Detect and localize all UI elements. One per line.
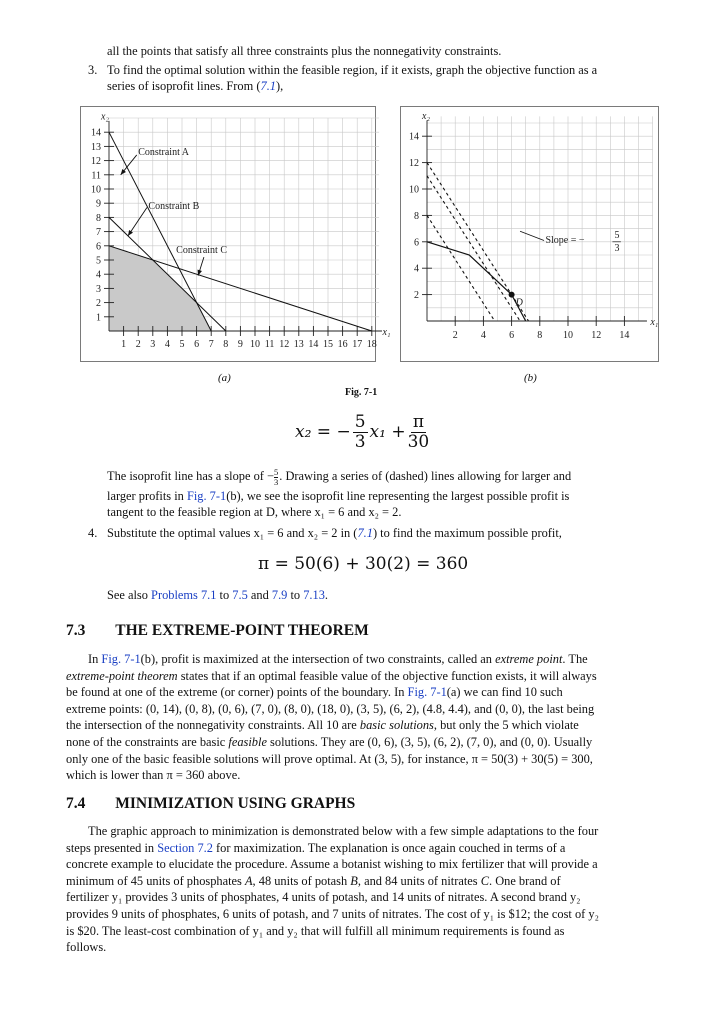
y-tick-label: 14 — [409, 131, 419, 143]
constraint-label: Constraint A — [138, 146, 190, 158]
y-tick-label: 4 — [96, 269, 101, 281]
chart-b — [401, 107, 658, 361]
text-line — [66, 651, 661, 668]
y-tick-label: 2 — [414, 290, 419, 302]
slope-fraction — [274, 468, 278, 486]
figure-panel-b — [400, 106, 659, 362]
fig-link[interactable]: Fig. 7-1 — [186, 489, 227, 503]
text-line — [66, 873, 661, 890]
see-also-text: See also — [107, 588, 152, 602]
step3-text-end: ), — [276, 79, 284, 93]
text-line — [66, 684, 661, 701]
text-run: extreme points: (0, 14), (0, 8), (0, 6), (7, 0), (8, 0), (18, 0), (3, 5), (6, 2), (4.8, 4.4), and (0, 0), the last being — [66, 701, 595, 716]
text-line — [66, 840, 661, 857]
x-tick-label: 8 — [537, 330, 543, 341]
text-line — [66, 889, 661, 906]
section-title: MINIMIZATION USING GRAPHS — [115, 795, 356, 812]
y-tick-label: 12 — [409, 158, 419, 170]
y-tick-label: 10 — [409, 184, 419, 196]
isoprofit-line1 — [107, 468, 571, 486]
problem-link[interactable]: 7.13 — [303, 588, 325, 602]
equation-isoprofit — [295, 410, 431, 454]
step4-line — [107, 525, 562, 542]
step3-line1: To find the optimal solution within the feasible region, if it exists, graph the objective function as a — [107, 63, 598, 77]
text-line — [66, 717, 661, 734]
step3-number: 3. — [88, 63, 98, 77]
y-tick-label: 5 — [96, 255, 101, 267]
y-tick-label: 13 — [91, 141, 101, 153]
x-tick-label: 16 — [337, 339, 348, 350]
text-run: (b), profit is maximized at the intersection of two constraints, called an — [140, 652, 496, 666]
step3-text: series of isoprofit lines. From ( — [107, 79, 261, 93]
step4-number: 4. — [88, 526, 98, 540]
emphasis: extreme-point theorem — [66, 668, 178, 683]
y-tick-label: 11 — [91, 170, 101, 182]
constraint-label: Constraint B — [148, 200, 200, 212]
eq-ref-link-2[interactable]: 7.1 — [357, 526, 373, 540]
text-run: be found at one of the extreme (or corner) points of the boundary. In — [66, 685, 408, 700]
point-label: D — [515, 297, 523, 309]
isoprofit-line2 — [107, 488, 569, 505]
section-7-4-heading — [66, 795, 355, 813]
text-run: steps presented in — [66, 840, 158, 855]
emphasis: basic solutions — [359, 718, 434, 733]
problem-link[interactable]: Problems 7.1 — [151, 588, 217, 602]
isoprofit-text: The isoprofit line has a slope of − — [107, 469, 274, 483]
panel-b-label: (b) — [524, 372, 537, 384]
see-also-to: to — [287, 588, 304, 602]
section-title: THE EXTREME-POINT THEOREM — [115, 622, 369, 639]
text-run: follows. — [66, 940, 107, 955]
inline-link[interactable]: Section 7.2 — [157, 840, 213, 855]
y-tick-label: 7 — [96, 227, 101, 239]
emphasis: feasible — [228, 734, 267, 749]
y-tick-label: 1 — [96, 312, 101, 324]
text-run: . One brand of — [489, 873, 561, 888]
x-tick-label: 9 — [237, 339, 243, 350]
emphasis: C — [480, 873, 489, 888]
problem-link[interactable]: 7.9 — [271, 588, 288, 602]
text-line — [66, 856, 661, 873]
constraint-label: Constraint C — [176, 244, 228, 256]
eq1-mid: x₁ + — [369, 422, 406, 442]
isoprofit-text2: larger profits in — [107, 489, 187, 503]
text-line — [66, 751, 661, 768]
y-axis-label: x₂ — [422, 111, 430, 123]
eq1-frac2-num: π — [412, 411, 424, 432]
x-tick-label: 14 — [619, 330, 630, 341]
text-run: states that if an optimal feasible value of the objective function exists, it will always — [177, 668, 597, 683]
see-also-period: . — [324, 588, 329, 602]
see-also-and: and — [247, 588, 272, 602]
section-7-3-heading — [66, 622, 369, 640]
intro-continued-line: all the points that satisfy all three constraints plus the nonnegativity constraints. — [107, 44, 502, 58]
y-tick-label: 12 — [91, 156, 101, 168]
text-run: , 48 units of potash — [252, 873, 351, 888]
section-7-3-body — [66, 651, 661, 784]
eq1-frac1-num: 5 — [354, 411, 366, 432]
x-tick-label: 6 — [194, 339, 200, 350]
text-run: , and 84 units of nitrates — [357, 873, 481, 888]
text-run: minimum of 45 units of phosphates — [66, 873, 245, 888]
text-line — [66, 823, 661, 840]
y-tick-label: 6 — [96, 241, 101, 253]
text-run: is $20. The least-cost combination of y₁ and y₂ that will fulfill all minimum requirements is found as — [66, 923, 565, 938]
x-tick-label: 14 — [308, 339, 319, 350]
x-tick-label: 6 — [509, 330, 515, 341]
x-tick-label: 12 — [279, 339, 290, 350]
emphasis: extreme point — [495, 652, 563, 666]
text-line — [66, 734, 661, 751]
see-also-to: to — [216, 588, 233, 602]
y-tick-label: 6 — [414, 237, 419, 249]
isoprofit-text-cont: . Drawing a series of (dashed) lines allowing for larger and — [279, 469, 572, 483]
slope-label: Slope = − — [545, 235, 585, 247]
text-line — [66, 767, 661, 784]
extreme-point-d — [509, 292, 515, 298]
y-tick-label: 9 — [96, 198, 101, 210]
x-tick-label: 17 — [352, 339, 363, 350]
x-tick-label: 7 — [208, 339, 214, 350]
text-run: the intersection of the nonnegativity constraints. All 10 are — [66, 718, 360, 733]
text-run: fertilizer y₁ provides 3 units of phosphates, 4 units of potash, and 14 units of nitrates. A second brand y₂ — [66, 890, 581, 905]
step4-text-end: ) to find the maximum possible profit, — [372, 526, 562, 540]
text-run: . The — [562, 652, 588, 666]
text-line — [66, 923, 661, 940]
x-axis-label: x₁ — [382, 327, 391, 338]
y-axis-label: x₂ — [101, 111, 109, 123]
x-tick-label: 8 — [223, 339, 229, 350]
slope-den: 3 — [614, 243, 620, 255]
emphasis: B — [350, 873, 358, 888]
x-tick-label: 1 — [121, 339, 127, 350]
section-number: 7.4 — [66, 795, 86, 812]
eq-ref-link[interactable]: 7.1 — [260, 79, 276, 93]
slope-den: 3 — [274, 476, 279, 487]
y-tick-label: 2 — [96, 298, 101, 310]
slope-num: 5 — [274, 467, 279, 478]
y-tick-label: 8 — [414, 210, 419, 222]
text-line — [66, 906, 661, 923]
inline-link[interactable]: Fig. 7-1 — [407, 685, 447, 700]
problem-link[interactable]: 7.5 — [232, 588, 248, 602]
emphasis: A — [244, 873, 253, 888]
y-tick-label: 4 — [414, 263, 419, 275]
x-tick-label: 12 — [591, 330, 602, 341]
y-tick-label: 14 — [91, 127, 101, 139]
inline-link[interactable]: Fig. 7-1 — [101, 652, 141, 666]
text-run: The graphic approach to minimization is demonstrated below with a few simple adaptations to the four — [88, 824, 599, 838]
isoprofit-line3: tangent to the feasible region at D, where x₁ = 6 and x₂ = 2. — [107, 505, 402, 519]
text-run: none of the constraints are basic — [66, 734, 229, 749]
text-run: (a) we can find 10 such — [446, 685, 563, 700]
step3-line2 — [107, 78, 283, 95]
x-tick-label: 5 — [179, 339, 185, 350]
eq1-frac2-den: 30 — [407, 431, 430, 452]
figure-panel-a — [80, 106, 391, 362]
x-tick-label: 4 — [480, 330, 486, 341]
y-tick-label: 3 — [96, 283, 101, 295]
x-tick-label: 10 — [250, 339, 260, 350]
x-tick-label: 4 — [164, 339, 170, 350]
x-tick-label: 15 — [323, 339, 333, 350]
y-tick-label: 10 — [91, 184, 101, 196]
text-run: for maximization. The explanation is once again couched in terms of a — [212, 840, 566, 855]
eq1-lhs: x₂ = − — [295, 422, 351, 442]
eq1-frac1-den: 3 — [354, 431, 366, 452]
panel-a-label: (a) — [218, 372, 231, 384]
y-tick-label: 8 — [96, 212, 101, 224]
equation-max-profit: π = 50(6) + 30(2) = 360 — [258, 554, 469, 574]
text-run: In — [88, 652, 102, 666]
x-tick-label: 3 — [150, 339, 156, 350]
isoprofit-text3: (b), we see the isoprofit line representing the largest possible profit is — [226, 489, 570, 503]
section-number: 7.3 — [66, 622, 86, 639]
text-run: which is lower than π = 360 above. — [66, 768, 241, 783]
step4-text: Substitute the optimal values x₁ = 6 and x₂ = 2 in ( — [107, 526, 358, 540]
x-tick-label: 2 — [452, 330, 458, 341]
text-run: provides 9 units of phosphates, 6 units of potash, and 7 units of nitrates. The cost of y₁ is $12; the cost of y₂ — [66, 906, 599, 921]
eq1-fraction2 — [408, 413, 430, 452]
text-line — [66, 939, 661, 956]
x-tick-label: 13 — [293, 339, 304, 350]
eq1-fraction1 — [353, 413, 368, 452]
slope-num: 5 — [614, 229, 620, 241]
x-tick-label: 18 — [366, 339, 377, 350]
see-also — [107, 587, 328, 604]
text-run: only one of the basic feasible solutions will prove optimal. At (3, 5), for instance, π = 50(3) + 30(5) = 300, — [66, 751, 593, 766]
x-tick-label: 10 — [563, 330, 573, 341]
x-tick-label: 11 — [264, 339, 275, 350]
text-line — [66, 668, 661, 685]
text-run: concrete example to elucidate the procedure. Assume a botanist wishing to mix fertilizer that will provide a — [66, 857, 598, 872]
figure-caption: Fig. 7-1 — [345, 387, 378, 398]
slope-pointer — [520, 231, 544, 240]
x-axis-label: x₁ — [650, 317, 659, 328]
x-tick-label: 2 — [135, 339, 141, 350]
text-run: solutions. They are (0, 6), (3, 5), (6, 2), (7, 0), and (0, 0). Usually — [266, 734, 593, 749]
text-line — [66, 701, 661, 718]
section-7-4-body — [66, 823, 661, 956]
arrow-head — [128, 230, 133, 236]
text-run: , but only the 5 which violate — [433, 718, 579, 733]
chart-a — [81, 107, 391, 361]
